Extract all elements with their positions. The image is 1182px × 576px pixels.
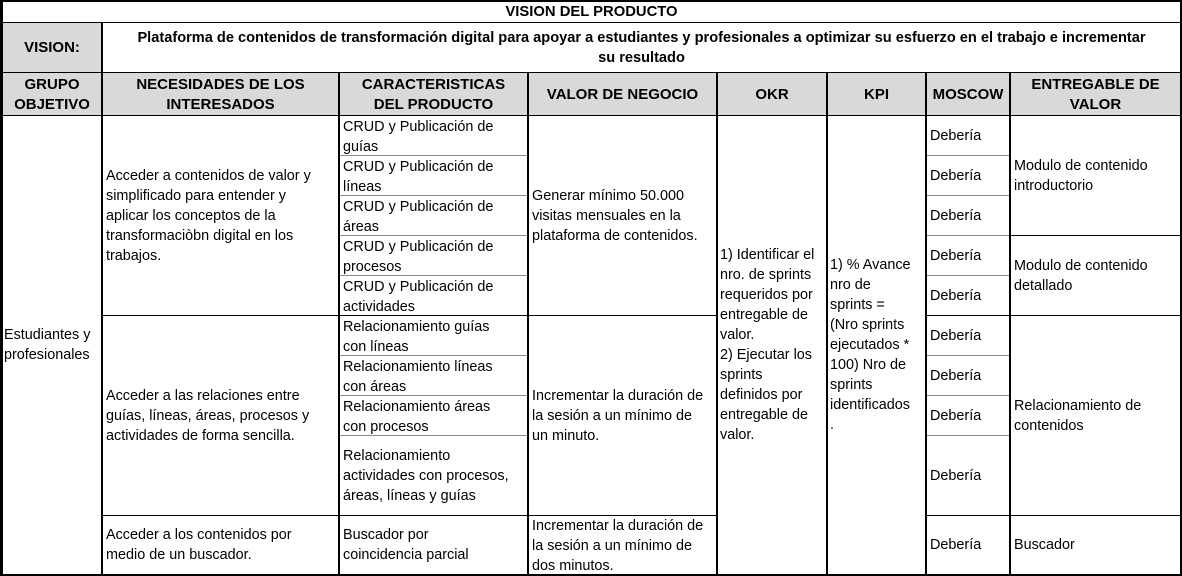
row-rule (927, 235, 1009, 236)
moscow-cell: Debería (930, 368, 982, 384)
feature-cell: CRUD y Publicación de actividades (343, 279, 494, 315)
deliverable-cell: Relacionamiento de contenidos (1014, 398, 1142, 434)
row-rule (927, 275, 1009, 276)
need-cell: Acceder a los contenidos por medio de un buscador. (106, 527, 292, 563)
vision-statement: Plataforma de contenidos de transformación digital para apoyar a estudiantes y profesionales a optimizar su esfuerzo en el trabajo e incrementar su resultado (137, 30, 1146, 66)
moscow-cell: Debería (930, 408, 982, 424)
border-left (0, 0, 3, 576)
header-valor-negocio: VALOR DE NEGOCIO (546, 85, 699, 103)
row-rule (927, 155, 1009, 156)
feature-cell: Relacionamiento guías con líneas (343, 319, 490, 355)
header-kpi: KPI (863, 85, 889, 103)
border-top (0, 0, 1182, 2)
rule-title (0, 22, 1182, 23)
row-rule (927, 435, 1009, 436)
header-moscow: MOSCOW (932, 85, 1004, 103)
section-rule (103, 315, 716, 316)
section-rule (927, 515, 1180, 516)
row-rule (340, 435, 527, 436)
deliverable-cell: Buscador (1014, 537, 1075, 553)
section-rule (1011, 235, 1180, 236)
feature-cell: CRUD y Publicación de guías (343, 119, 494, 155)
feature-cell: Relacionamiento líneas con áreas (343, 359, 493, 395)
feature-cell: CRUD y Publicación de áreas (343, 199, 494, 235)
row-rule (340, 355, 527, 356)
col-rule (527, 73, 529, 576)
moscow-cell: Debería (930, 208, 982, 224)
row-rule (927, 395, 1009, 396)
rule-vision (0, 72, 1182, 73)
row-rule (340, 155, 527, 156)
deliverable-cell: Modulo de contenido detallado (1014, 258, 1148, 294)
header-caracteristicas: CARACTERISTICAS DEL PRODUCTO (361, 75, 506, 113)
row-rule (340, 395, 527, 396)
moscow-cell: Debería (930, 468, 982, 484)
business-value-cell: Generar mínimo 50.000 visitas mensuales en la plataforma de contenidos. (532, 188, 698, 244)
target-group-cell: Estudiantes y profesionales (4, 327, 91, 363)
okr-cell: 1) Identificar el nro. de sprints requeridos por entregable de valor. 2) Ejecutar los sprints definidos por entregable de valor. (720, 247, 815, 443)
col-rule (716, 73, 718, 576)
feature-cell: Relacionamiento áreas con procesos (343, 399, 491, 435)
col-rule (925, 73, 927, 576)
vision-label: VISION: (24, 39, 80, 56)
feature-cell: CRUD y Publicación de procesos (343, 239, 494, 275)
moscow-cell: Debería (930, 128, 982, 144)
moscow-cell: Debería (930, 288, 982, 304)
sheet-title: VISION DEL PRODUCTO (505, 4, 678, 20)
need-cell: Acceder a contenidos de valor y simplificado para entender y aplicar los conceptos de la transformaciòbn digital en los trabajos. (106, 168, 311, 264)
business-value-cell: Incrementar la duración de la sesión a un mínimo de un minuto. (532, 388, 704, 444)
section-rule (103, 515, 716, 516)
header-necesidades: NECESIDADES DE LOS INTERESADOS (136, 75, 305, 113)
moscow-cell: Debería (930, 328, 982, 344)
deliverable-cell: Modulo de contenido introductorio (1014, 158, 1148, 194)
row-rule (340, 195, 527, 196)
section-rule (927, 315, 1180, 316)
header-okr: OKR (755, 85, 789, 103)
kpi-cell: 1) % Avance nro de sprints = (Nro sprints ejecutados * 100) Nro de sprints identificados . (830, 257, 911, 433)
header-entregable: ENTREGABLE DE VALOR (1031, 75, 1160, 113)
row-rule (340, 275, 527, 276)
business-value-cell: Incrementar la duración de la sesión a un mínimo de dos minutos. (532, 518, 704, 574)
moscow-cell: Debería (930, 248, 982, 264)
rule-headers (0, 115, 1182, 116)
need-cell: Acceder a las relaciones entre guías, líneas, áreas, procesos y actividades de forma sencilla. (106, 388, 310, 444)
row-rule (340, 235, 527, 236)
col-rule (101, 23, 103, 576)
row-rule (927, 355, 1009, 356)
moscow-cell: Debería (930, 537, 982, 553)
col-rule (338, 73, 340, 576)
col-rule (1009, 73, 1011, 576)
feature-cell: CRUD y Publicación de líneas (343, 159, 494, 195)
col-rule (826, 73, 828, 576)
moscow-cell: Debería (930, 168, 982, 184)
row-rule (927, 195, 1009, 196)
feature-cell: Buscador por coincidencia parcial (343, 527, 469, 563)
header-grupo-objetivo: GRUPO OBJETIVO (14, 75, 90, 113)
feature-cell: Relacionamiento actividades con procesos, áreas, líneas y guías (343, 448, 509, 504)
